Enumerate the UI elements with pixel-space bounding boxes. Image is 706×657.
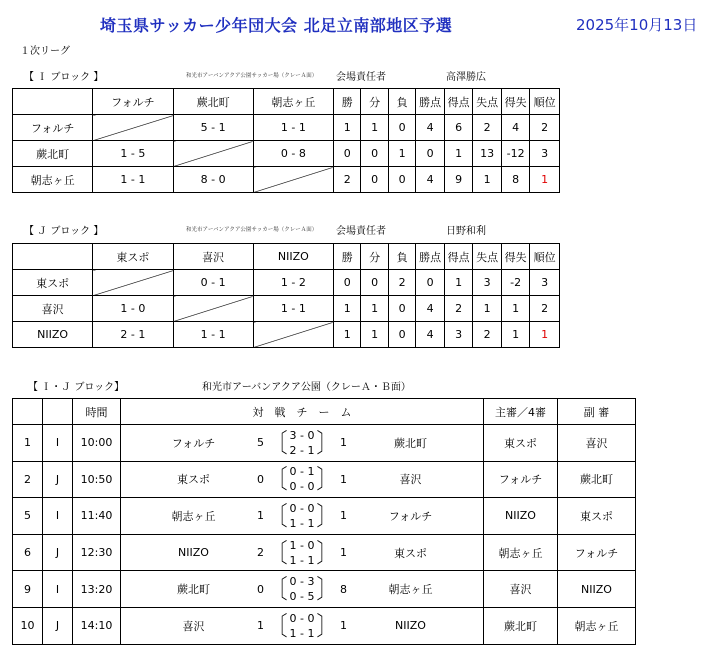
assistant-referee: フォルチ (558, 534, 636, 571)
column-header: 得点 (444, 244, 473, 270)
match-line (121, 538, 483, 568)
home-team: 喜沢 (182, 619, 205, 633)
column-header: 負 (388, 244, 415, 270)
away-team: 蕨北町 (393, 436, 427, 450)
close-bracket: 〕 (316, 610, 337, 642)
match-number: 6 (13, 534, 43, 571)
match-time: 13:20 (73, 571, 121, 608)
match-line (121, 611, 483, 641)
assistant-referee: 東スポ (558, 498, 636, 535)
away-score: 1 (339, 509, 347, 523)
stat-cell: 2 (444, 296, 473, 322)
match-time: 10:50 (73, 461, 121, 498)
column-header: 勝点 (416, 89, 445, 115)
stat-cell: 0 (388, 322, 415, 348)
match-score: 1 - 5 (93, 141, 173, 167)
stat-cell: 4 (416, 115, 445, 141)
stat-cell: 2 (473, 115, 502, 141)
column-header: 分 (361, 89, 388, 115)
column-header: 勝 (334, 244, 361, 270)
second-half-score: 1 - 1 (289, 626, 315, 640)
first-half-score: 1 - 0 (289, 538, 315, 552)
match-score: 1 - 2 (253, 270, 333, 296)
block-j-manager-name: 日野和利 (446, 226, 486, 237)
first-half-score: 0 - 0 (289, 611, 315, 625)
stat-cell: 1 (444, 141, 473, 167)
stat-cell: 13 (473, 141, 502, 167)
column-header: 勝点 (416, 244, 445, 270)
referee: 蕨北町 (484, 607, 558, 644)
stat-cell: 1 (444, 270, 473, 296)
second-half-score: 0 - 5 (289, 590, 315, 604)
home-team: 朝志ヶ丘 (171, 509, 216, 523)
stat-cell: 0 (388, 167, 415, 193)
match-block: I (43, 571, 73, 608)
second-half-score: 0 - 0 (289, 480, 315, 494)
match-block: I (43, 425, 73, 462)
stat-cell: 0 (361, 141, 388, 167)
table-row (13, 167, 560, 193)
home-score: 0 (257, 582, 265, 596)
column-header: フォルチ (93, 89, 173, 115)
match-number: 1 (13, 425, 43, 462)
match-block: J (43, 461, 73, 498)
stat-cell: 0 (334, 141, 361, 167)
diagonal-cell (93, 270, 173, 296)
stat-cell: -2 (501, 270, 530, 296)
column-header-match: 対 戦 チ ー ム (121, 399, 484, 425)
column-header-time: 時間 (73, 399, 121, 425)
match-time: 10:00 (73, 425, 121, 462)
stat-cell: 1 (388, 141, 415, 167)
away-team: 東スポ (393, 546, 427, 560)
open-bracket: 〔 (267, 573, 288, 605)
block-j-label: 【 Ｊ ブロック 】 (24, 226, 104, 237)
stat-cell: 4 (416, 167, 445, 193)
match-cell (121, 534, 484, 571)
column-header-referee: 主審／4審 (484, 399, 558, 425)
diagonal-cell (173, 296, 253, 322)
open-bracket: 〔 (267, 427, 288, 459)
league-label: １次リーグ (20, 46, 70, 57)
stat-cell: 1 (334, 296, 361, 322)
set-scores (290, 501, 315, 531)
stat-cell: 0 (361, 270, 388, 296)
match-cell (121, 498, 484, 535)
block-i-manager-label: 会場責任者 (336, 72, 386, 83)
stat-cell: 0 (334, 270, 361, 296)
open-bracket: 〔 (267, 463, 288, 495)
match-score: 0 - 1 (173, 270, 253, 296)
rank-cell: 3 (530, 270, 560, 296)
rank-cell: 1 (530, 167, 560, 193)
table-row (13, 141, 560, 167)
column-header: 順位 (530, 244, 560, 270)
open-bracket: 〔 (267, 610, 288, 642)
corner-cell (13, 89, 93, 115)
match-number: 2 (13, 461, 43, 498)
stat-cell: 1 (361, 296, 388, 322)
block-i-label: 【 Ｉ ブロック 】 (24, 72, 104, 83)
block-j-standings-table (12, 243, 560, 348)
stat-cell: 6 (444, 115, 473, 141)
set-scores (290, 611, 315, 641)
diagonal-cell (93, 115, 173, 141)
table-row (13, 322, 560, 348)
match-cell (121, 571, 484, 608)
away-score: 1 (339, 436, 347, 450)
stat-cell: 0 (361, 167, 388, 193)
column-header: 朝志ヶ丘 (253, 89, 333, 115)
diagonal-cell (253, 322, 333, 348)
referee: 喜沢 (484, 571, 558, 608)
stat-cell: 9 (444, 167, 473, 193)
match-number: 10 (13, 607, 43, 644)
match-time: 11:40 (73, 498, 121, 535)
set-scores (290, 574, 315, 604)
home-score: 2 (257, 546, 265, 560)
away-team: 喜沢 (399, 473, 422, 487)
corner-cell (13, 244, 93, 270)
column-header: 得失 (501, 89, 530, 115)
stat-cell: 1 (334, 115, 361, 141)
first-half-score: 0 - 0 (289, 501, 315, 515)
close-bracket: 〕 (316, 500, 337, 532)
set-scores (290, 464, 315, 494)
home-score: 5 (257, 436, 265, 450)
column-header: 得点 (444, 89, 473, 115)
stat-cell: 1 (473, 296, 502, 322)
referee: 朝志ヶ丘 (484, 534, 558, 571)
match-line (121, 501, 483, 531)
column-header: 失点 (473, 89, 502, 115)
stat-cell: 2 (334, 167, 361, 193)
match-score: 1 - 0 (93, 296, 173, 322)
rank-cell: 1 (530, 322, 560, 348)
stat-cell: 0 (388, 296, 415, 322)
match-cell (121, 607, 484, 644)
block-j-manager-label: 会場責任者 (336, 226, 386, 237)
match-score: 1 - 1 (173, 322, 253, 348)
column-header: 得失 (501, 244, 530, 270)
column-header: 負 (388, 89, 415, 115)
column-header: 喜沢 (173, 244, 253, 270)
stat-cell: 2 (473, 322, 502, 348)
team-name: NIIZO (13, 322, 93, 348)
table-row (13, 534, 636, 571)
stat-cell: 8 (501, 167, 530, 193)
table-row (13, 461, 636, 498)
match-number: 5 (13, 498, 43, 535)
column-header: 分 (361, 244, 388, 270)
match-block: J (43, 607, 73, 644)
stat-cell: 0 (416, 141, 445, 167)
stat-cell: 4 (416, 296, 445, 322)
table-row (13, 498, 636, 535)
column-header: 順位 (530, 89, 560, 115)
match-line (121, 574, 483, 604)
stat-cell: 1 (361, 115, 388, 141)
table-row (13, 425, 636, 462)
second-half-score: 1 - 1 (289, 553, 315, 567)
match-score: 1 - 1 (93, 167, 173, 193)
column-header: 勝 (334, 89, 361, 115)
stat-cell: 3 (473, 270, 502, 296)
first-half-score: 0 - 3 (289, 575, 315, 589)
stat-cell: 3 (444, 322, 473, 348)
home-score: 0 (257, 472, 265, 486)
assistant-referee: 喜沢 (558, 425, 636, 462)
team-name: 喜沢 (13, 296, 93, 322)
rank-cell: 2 (530, 296, 560, 322)
match-number: 9 (13, 571, 43, 608)
block-i-manager-name: 高澤勝広 (446, 72, 486, 83)
table-header-row (13, 399, 636, 425)
stat-cell: 1 (473, 167, 502, 193)
table-header-row (13, 244, 560, 270)
match-block: J (43, 534, 73, 571)
table-row (13, 115, 560, 141)
close-bracket: 〕 (316, 536, 337, 569)
schedule-venue: 和光市アーバンアクア公園（クレーＡ・Ｂ面） (202, 382, 411, 393)
column-header: NIIZO (253, 244, 333, 270)
close-bracket: 〕 (316, 573, 337, 605)
match-block: I (43, 498, 73, 535)
away-score: 1 (339, 472, 347, 486)
diagonal-cell (173, 141, 253, 167)
home-team: NIIZO (178, 546, 209, 560)
rank-cell: 3 (530, 141, 560, 167)
stat-cell: 4 (416, 322, 445, 348)
match-score: 2 - 1 (93, 322, 173, 348)
table-row (13, 607, 636, 644)
referee: フォルチ (484, 461, 558, 498)
home-team: 東スポ (177, 473, 211, 487)
first-half-score: 0 - 1 (289, 465, 315, 479)
match-line (121, 428, 483, 458)
match-line (121, 464, 483, 494)
table-header-row (13, 89, 560, 115)
match-score: 1 - 1 (253, 115, 333, 141)
away-score: 1 (339, 619, 347, 633)
block-i-standings-table (12, 88, 560, 193)
set-scores (290, 428, 315, 458)
stat-cell: 1 (501, 322, 530, 348)
referee: NIIZO (484, 498, 558, 535)
stat-cell: 1 (361, 322, 388, 348)
team-name: 朝志ヶ丘 (13, 167, 93, 193)
stat-cell: 1 (501, 296, 530, 322)
stat-cell: 2 (388, 270, 415, 296)
close-bracket: 〕 (316, 463, 337, 495)
open-bracket: 〔 (267, 500, 288, 532)
stat-cell: 4 (501, 115, 530, 141)
block-j-venue: 和光市アーバンアクア公園サッカー場（クレーＡ面） (186, 227, 318, 233)
column-header-assistant: 副 審 (558, 399, 636, 425)
match-score: 8 - 0 (173, 167, 253, 193)
column-header: 蕨北町 (173, 89, 253, 115)
second-half-score: 2 - 1 (289, 443, 315, 457)
home-score: 1 (257, 509, 265, 523)
stat-cell: 0 (388, 115, 415, 141)
team-name: 東スポ (13, 270, 93, 296)
page-title: 埼玉県サッカー少年団大会 北足立南部地区予選 (100, 16, 453, 35)
column-header: 失点 (473, 244, 502, 270)
assistant-referee: 朝志ヶ丘 (558, 607, 636, 644)
close-bracket: 〕 (316, 427, 337, 459)
table-row (13, 296, 560, 322)
match-score: 0 - 8 (253, 141, 333, 167)
set-scores (290, 538, 315, 568)
away-team: 朝志ヶ丘 (388, 583, 433, 597)
match-cell (121, 461, 484, 498)
match-time: 12:30 (73, 534, 121, 571)
stat-cell: 0 (416, 270, 445, 296)
assistant-referee: NIIZO (558, 571, 636, 608)
block-i-venue: 和光市アーバンアクア公園サッカー場（クレーＡ面） (186, 73, 318, 79)
team-name: 蕨北町 (13, 141, 93, 167)
open-bracket: 〔 (267, 536, 288, 569)
match-schedule-table (12, 398, 636, 645)
match-time: 14:10 (73, 607, 121, 644)
away-team: フォルチ (388, 509, 433, 523)
column-header (13, 399, 43, 425)
home-team: フォルチ (171, 436, 216, 450)
referee: 東スポ (484, 425, 558, 462)
assistant-referee: 蕨北町 (558, 461, 636, 498)
schedule-label: 【 Ｉ・Ｊ ブロック】 (28, 382, 125, 393)
column-header: 東スポ (93, 244, 173, 270)
stat-cell: -12 (501, 141, 530, 167)
table-row (13, 270, 560, 296)
second-half-score: 1 - 1 (289, 516, 315, 530)
event-date: 2025年10月13日 (576, 16, 698, 34)
stat-cell: 1 (334, 322, 361, 348)
team-name: フォルチ (13, 115, 93, 141)
match-cell (121, 425, 484, 462)
home-team: 蕨北町 (177, 583, 211, 597)
away-score: 8 (339, 582, 347, 596)
home-score: 1 (257, 619, 265, 633)
away-team: NIIZO (395, 619, 426, 633)
diagonal-cell (253, 167, 333, 193)
rank-cell: 2 (530, 115, 560, 141)
column-header (43, 399, 73, 425)
match-score: 1 - 1 (253, 296, 333, 322)
first-half-score: 3 - 0 (289, 428, 315, 442)
match-score: 5 - 1 (173, 115, 253, 141)
table-row (13, 571, 636, 608)
away-score: 1 (339, 546, 347, 560)
